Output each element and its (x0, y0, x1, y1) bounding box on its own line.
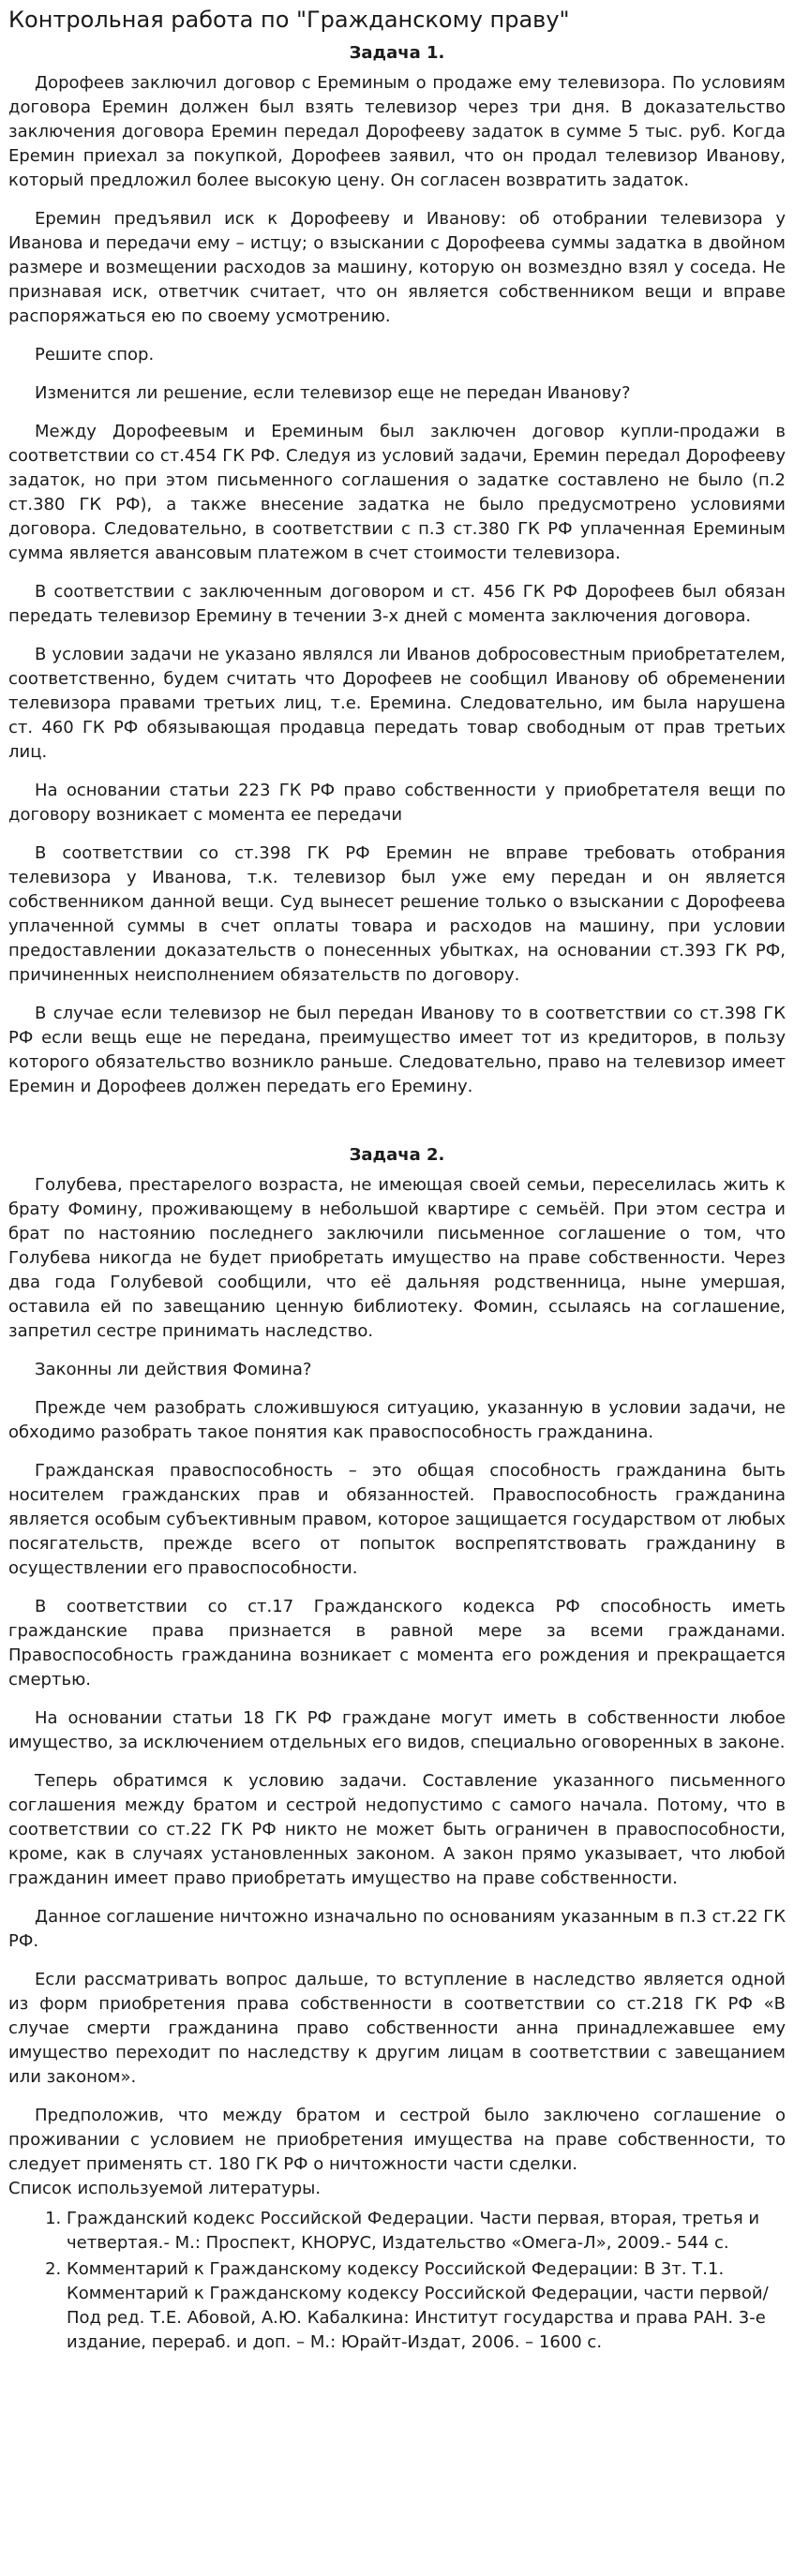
task-2-paragraph: Если рассматривать вопрос дальше, то вступление в наследство является одной из форм приобретения права собственности в соответствии со ст.218 ГК РФ «В случае смерти гражданина право собственности анна принадлежавшее ему имущество переходит по наследству к другим лицам в соответствии с завещанием или законом». (8, 1970, 786, 2087)
task-1-paragraph: В соответствии со ст.398 ГК РФ Еремин не вправе требовать отобрания телевизора у Иванова, т.к. телевизор был уже ему передан и он является собственником данной вещи. Суд вынесет решение только о взыскании с Дорофеева уплаченной суммы в счет оплаты товара и расходов на машину, при условии предоставлении доказательств о понесенных убытках, на основании ст.393 ГК РФ, причиненных неисполнением обязательств по договору. (8, 843, 786, 985)
references-section (8, 2177, 786, 2355)
task-2-heading: Задача 2. (349, 1145, 445, 1165)
section-spacer (8, 1113, 786, 1143)
reference-item: 1. Гражданский кодекс Российской Федерации. Части первая, вторая, третья и четвертая.- М.: Проспект, КНОРУС, Издательство «Омега-Л», 2009.- 544 с. (67, 2207, 786, 2256)
task-1-paragraph: В условии задачи не указано являлся ли Иванов добросовестным приобретателем, соответственно, будем считать что Дорофеев не сообщил Иванову об обременении телевизора правами третьих лиц, т.е. Еремина. Следовательно, им была нарушена ст. 460 ГК РФ обязывающая продавца передать товар свободным от прав третьих лиц. (8, 645, 786, 762)
task-2-paragraph: Данное соглашение ничтожно изначально по основаниям указанным в п.3 ст.22 ГК РФ. (8, 1907, 786, 1951)
task-1-paragraph: Еремин предъявил иск к Дорофееву и Иванову: об отобрании телевизора у Иванова и передачи ему – истцу; о взыскании с Дорофеева суммы задатка в двойном размере и возмещении расходов за машину, которую он возмездно взял у соседа. Не признавая иск, ответчик считает, что он является собственником вещи и вправе распоряжаться ею по своему усмотрению. (8, 209, 786, 326)
task-2-paragraph: Гражданская правоспособность – это общая способность гражданина быть носителем гражданских прав и обязанностей. Правоспособность гражданина является особым субъективным правом, которое защищается государством от любых посягательств, прежде всего от попыток воспрепятствовать гражданину в осуществлении его правоспособности. (8, 1461, 786, 1578)
references-list (8, 2207, 786, 2355)
task-1-paragraph: Дорофеев заключил договор с Ереминым о продаже ему телевизора. По условиям договора Еремин должен был взять телевизор через три дня. В доказательство заключения договора Еремин передал Дорофееву задаток в сумме 5 тыс. руб. Когда Еремин приехал за покупкой, Дорофеев заявил, что он продал телевизор Иванову, который предложил более высокую цену. Он согласен возвратить задаток. (8, 73, 786, 190)
document-title: Контрольная работа по "Гражданскому праву" (8, 7, 570, 33)
task-2-paragraph: Предположив, что между братом и сестрой было заключено соглашение о проживании с условием не приобретения имущества на праве собственности, то следует применять ст. 180 ГК РФ о ничтожности части сделки. (8, 2106, 786, 2174)
task-1-paragraph: В соответствии с заключенным договором и ст. 456 ГК РФ Дорофеев был обязан передать телевизор Еремину в течении 3-х дней с момента заключения договора. (8, 582, 786, 626)
task-1-question: Решите спор. (35, 345, 155, 365)
task-2-paragraph: Голубева, престарелого возраста, не имеющая своей семьи, переселилась жить к брату Фомину, проживающему в небольшой квартире с семьёй. При этом сестра и брат по настоянию последнего заключили письменное соглашение о том, что Голубева никогда не будет приобретать имущество на праве собственности. Через два года Голубевой сообщили, что её дальняя родственница, ныне умершая, оставила ей по завещанию ценную библиотеку. Фомин, ссылаясь на соглашение, запретил сестре принимать наследство. (8, 1175, 786, 1341)
task-1-paragraph: В случае если телевизор не был передан Иванову то в соответствии со ст.398 ГК РФ если вещь еще не передана, преимущество имеет тот из кредиторов, в пользу которого обязательство возникло раньше. Следовательно, право на телевизор имеет Еремин и Дорофеев должен передать его Еремину. (8, 1004, 786, 1096)
task-2-paragraph: Теперь обратимся к условию задачи. Составление указанного письменного соглашения между братом и сестрой недопустимо с самого начала. Потому, что в соответствии со ст.22 ГК РФ никто не может быть ограничен в правоспособности, кроме, как в случаях установленных законом. А закон прямо указывает, что любой гражданин имеет право приобретать имущество на праве собственности. (8, 1771, 786, 1888)
task-2-section (8, 1143, 786, 2177)
task-1-question: Изменится ли решение, если телевизор еще не передан Иванову? (35, 383, 631, 403)
references-title: Список используемой литературы. (8, 2179, 322, 2198)
task-1-paragraph: Между Дорофеевым и Ереминым был заключен договор купли-продажи в соответствии со ст.454 ГК РФ. Следуя из условий задачи, Еремин передал Дорофееву задаток, но при этом письменного соглашения о задатке составлено не было (п.2 ст.380 ГК РФ), а также внесение задатка не было предусмотрено условиями договора. Следовательно, в соответствии с п.3 ст.380 ГК РФ уплаченная Ереминым сумма является авансовым платежом в счет стоимости телевизора. (8, 422, 786, 563)
task-2-paragraph: На основании статьи 18 ГК РФ граждане могут иметь в собственности любое имущество, за исключением отдельных его видов, специально оговоренных в законе. (8, 1708, 786, 1752)
task-1-paragraph: На основании статьи 223 ГК РФ право собственности у приобретателя вещи по договору возникает с момента ее передачи (8, 781, 786, 825)
task-2-paragraph: Прежде чем разобрать сложившуюся ситуацию, указанную в условии задачи, не обходимо разобрать такое понятия как правоспособность гражданина. (8, 1398, 786, 1442)
task-1-section (8, 41, 786, 1099)
reference-item: 2. Комментарий к Гражданскому кодексу Российской Федерации: В 3т. Т.1. Комментарий к Гражданскому кодексу Российской Федерации, части первой/ Под ред. Т.Е. Абовой, А.Ю. Кабалкина: Институт государства и права РАН. 3-е издание, перераб. и доп. – М.: Юрайт-Издат, 2006. – 1600 с. (67, 2257, 786, 2355)
task-2-paragraph: В соответствии со ст.17 Гражданского кодекса РФ способность иметь гражданские права признается в равной мере за всеми гражданами. Правоспособность гражданина возникает с момента его рождения и прекращается смертью. (8, 1597, 786, 1690)
task-1-heading: Задача 1. (349, 43, 445, 63)
task-2-question: Законны ли действия Фомина? (35, 1360, 312, 1379)
